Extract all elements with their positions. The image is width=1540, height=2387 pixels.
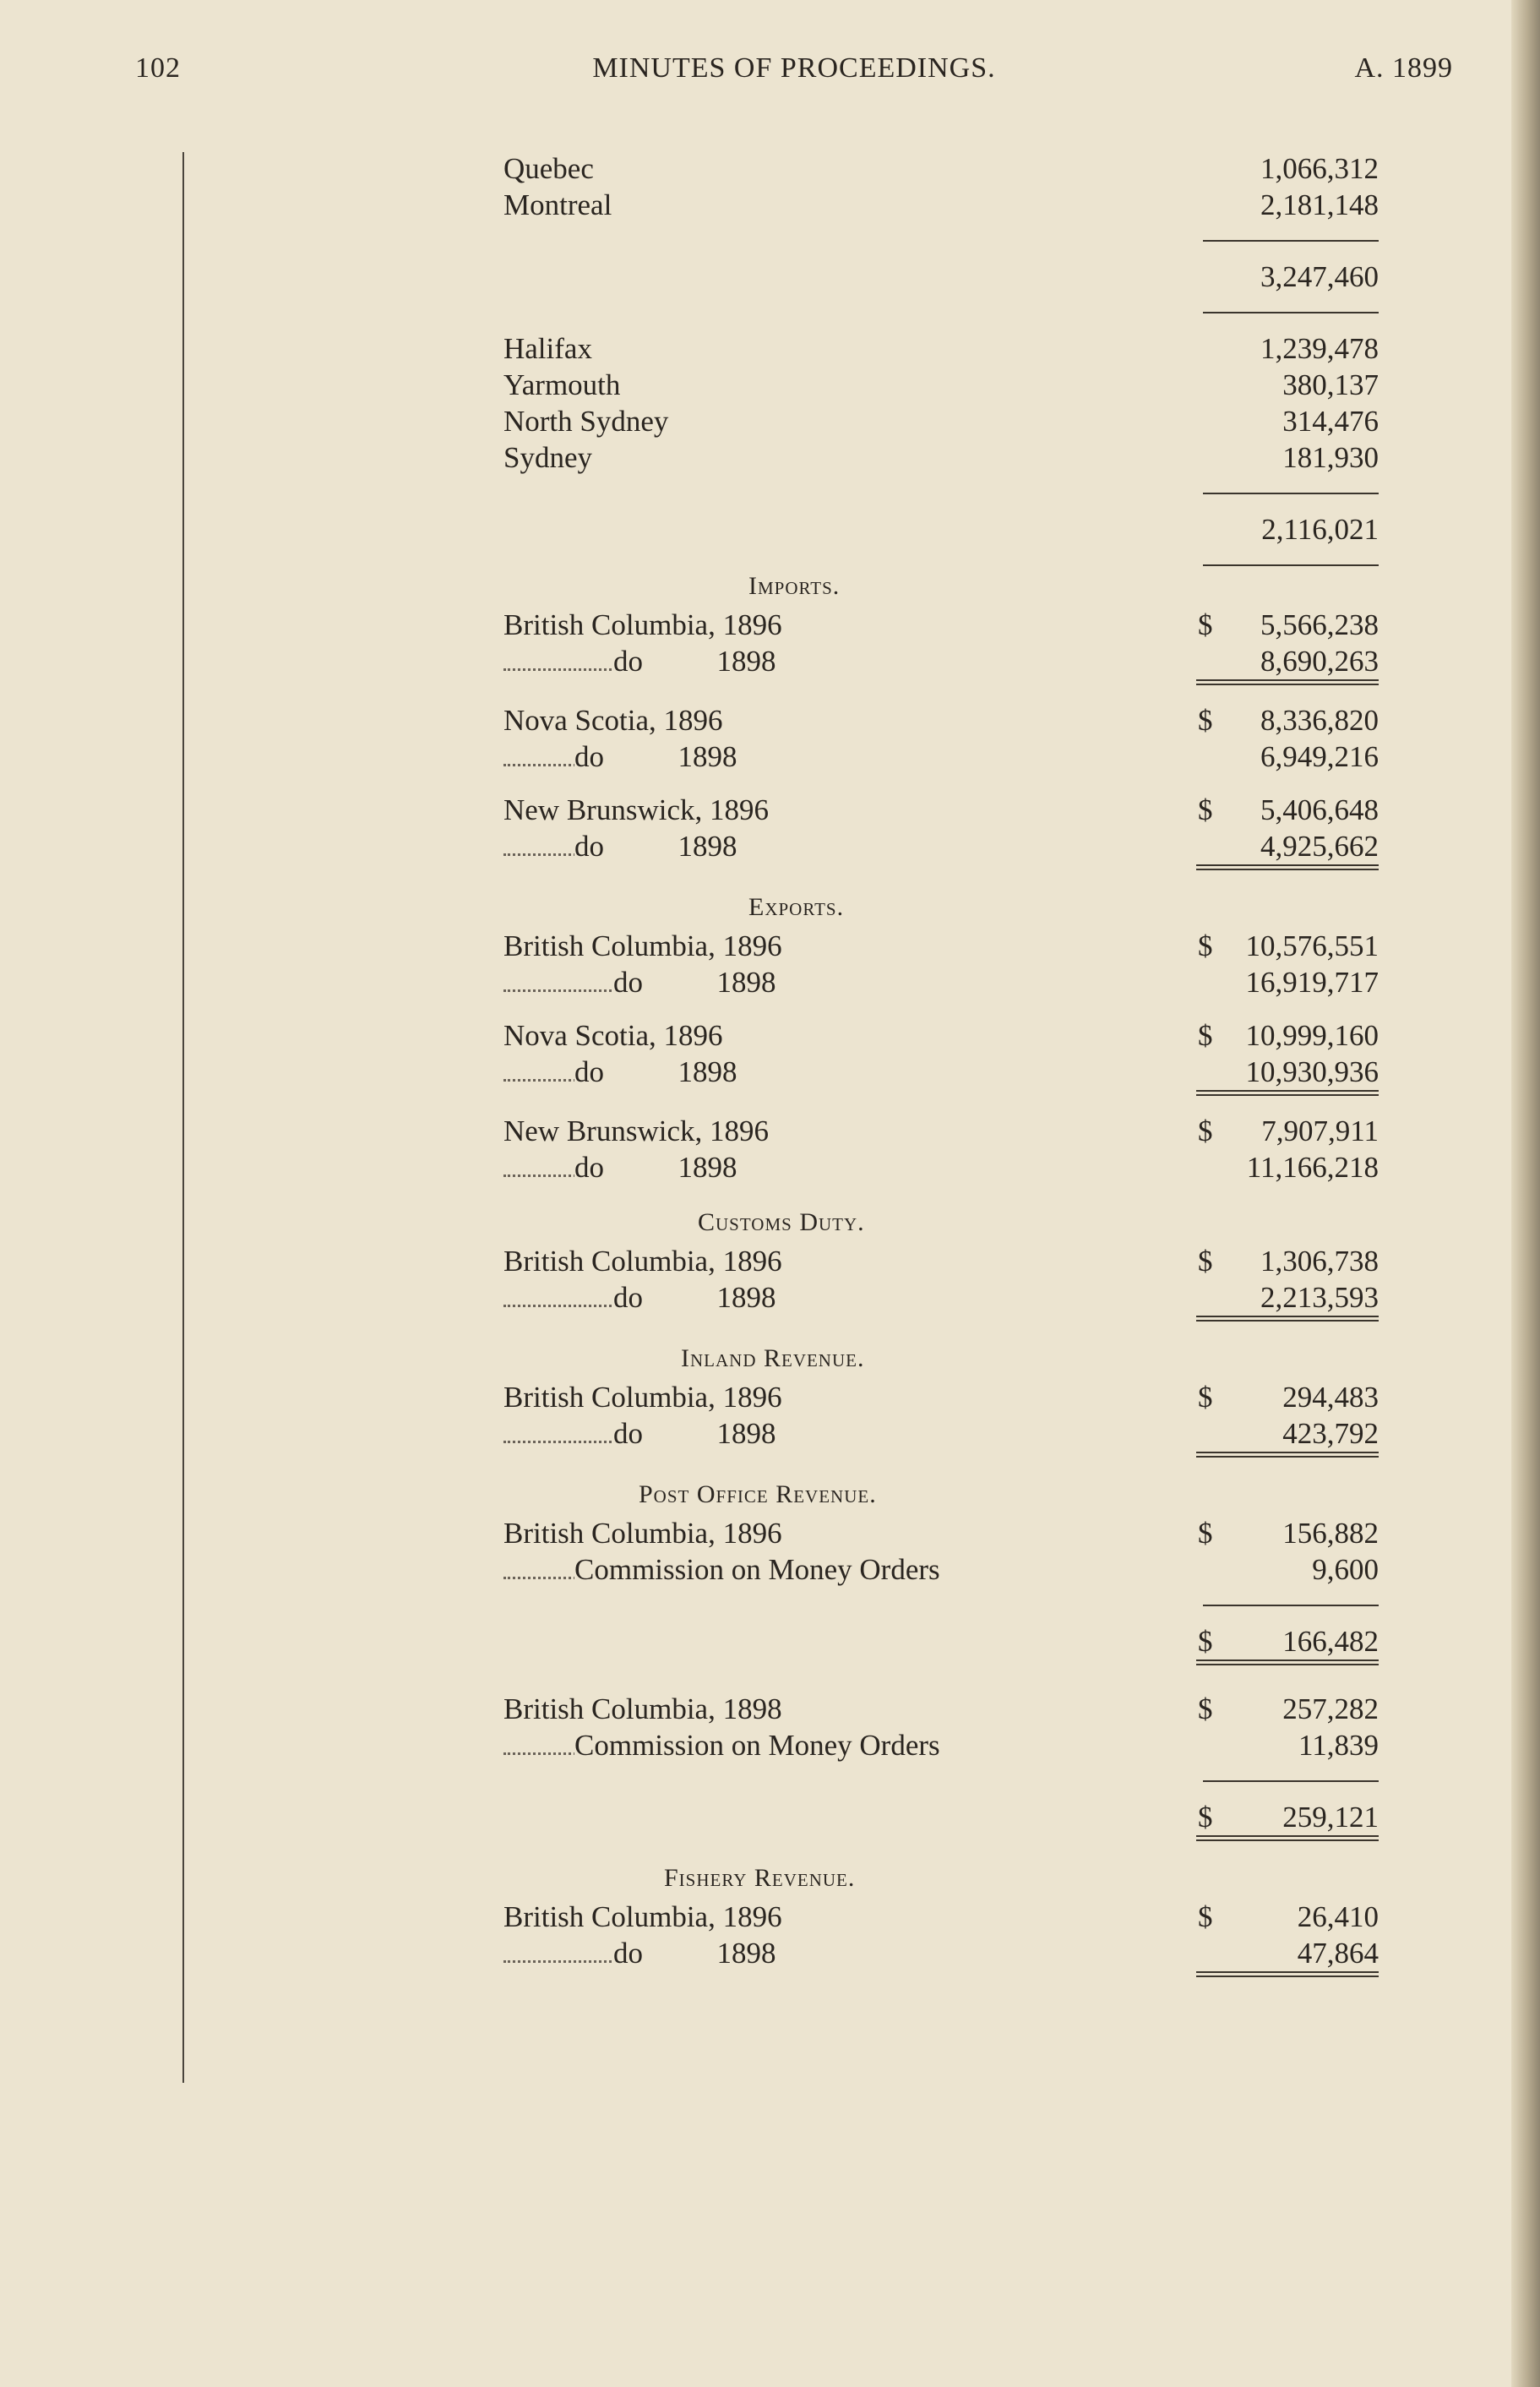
table-row (503, 187, 1379, 223)
row-value: 6,949,216 (1257, 738, 1379, 775)
table-row (503, 1727, 1379, 1763)
row-label: Sydney (503, 441, 596, 474)
table-row (503, 702, 1379, 738)
currency-sign: $ (1198, 704, 1213, 737)
total-double-rule (1196, 1452, 1379, 1458)
page-edge-shadow (1511, 0, 1540, 2387)
currency-sign: $ (1198, 1900, 1213, 1933)
row-label: do 1898 (613, 645, 780, 678)
row-label: do 1898 (574, 740, 741, 773)
subtotal-value: 3,247,460 (1257, 259, 1379, 295)
customs-heading: Customs Duty. (698, 1208, 865, 1236)
row-label: Commission on Money Orders (574, 1553, 944, 1586)
row-value: 2,181,148 (1257, 187, 1379, 223)
table-row (503, 792, 1379, 828)
page-title: MINUTES OF PROCEEDINGS. (592, 52, 996, 84)
row-label: New Brunswick, 1896 (503, 1114, 772, 1147)
row-label: Yarmouth (503, 368, 623, 401)
row-label: Commission on Money Orders (574, 1729, 944, 1762)
currency-sign: $ (1198, 1114, 1213, 1147)
table-row (503, 828, 1379, 864)
exports-group (503, 928, 1379, 1185)
row-label: British Columbia, 1896 (503, 929, 786, 962)
post-office-revenue-group (503, 1515, 1379, 1841)
currency-sign: $ (1198, 1517, 1213, 1550)
table-row (503, 367, 1379, 403)
row-value: 423,792 (1279, 1415, 1379, 1452)
row-value: 8,336,820 (1257, 702, 1379, 738)
row-value: 294,483 (1279, 1379, 1379, 1415)
exports-heading: Exports. (748, 893, 845, 921)
subtotal-value: 166,482 (1279, 1623, 1379, 1659)
row-label: British Columbia, 1896 (503, 608, 786, 641)
table-row (503, 738, 1379, 775)
customs-group (503, 1243, 1379, 1322)
row-value: 156,882 (1279, 1515, 1379, 1551)
row-label: North Sydney (503, 405, 672, 438)
row-label: British Columbia, 1896 (503, 1245, 786, 1278)
page-header (135, 52, 1453, 103)
subtotal-row (503, 259, 1379, 295)
row-value: 380,137 (1279, 367, 1379, 403)
subtotal-row (503, 1799, 1379, 1835)
row-value: 11,166,218 (1243, 1149, 1379, 1185)
row-value: 47,864 (1294, 1935, 1379, 1971)
total-double-rule (1196, 1835, 1379, 1841)
margin-rule (182, 152, 184, 2083)
currency-sign: $ (1198, 929, 1213, 962)
row-label: New Brunswick, 1896 (503, 793, 772, 826)
table-row (503, 1515, 1379, 1551)
row-value: 5,406,648 (1257, 792, 1379, 828)
total-double-rule (1196, 1316, 1379, 1322)
table-row (503, 1243, 1379, 1279)
subtotal-row (503, 511, 1379, 548)
table-row (503, 607, 1379, 643)
subtotal-row (503, 1623, 1379, 1659)
row-value: 10,999,160 (1243, 1017, 1379, 1054)
table-row (503, 643, 1379, 679)
statistics-table (503, 150, 1379, 1977)
row-value: 16,919,717 (1243, 964, 1379, 1000)
table-row (503, 1279, 1379, 1316)
row-value: 181,930 (1279, 439, 1379, 476)
row-value: 257,282 (1279, 1691, 1379, 1727)
subtotal-value: 259,121 (1279, 1799, 1379, 1835)
row-label: do 1898 (613, 1417, 780, 1450)
currency-sign: $ (1198, 1801, 1213, 1834)
row-label: British Columbia, 1896 (503, 1900, 786, 1933)
fishery-revenue-heading: Fishery Revenue. (664, 1864, 856, 1892)
row-label: do 1898 (613, 966, 780, 999)
row-value: 314,476 (1279, 403, 1379, 439)
page-number: 102 (135, 52, 181, 84)
table-row (503, 1551, 1379, 1588)
table-row (503, 1415, 1379, 1452)
total-double-rule (1196, 1971, 1379, 1977)
row-value: 10,930,936 (1243, 1054, 1379, 1090)
row-label: British Columbia, 1896 (503, 1517, 786, 1550)
inland-revenue-heading: Inland Revenue. (681, 1344, 865, 1372)
row-label: do 1898 (613, 1937, 780, 1970)
table-row (503, 964, 1379, 1000)
table-row (503, 1113, 1379, 1149)
row-label: British Columbia, 1896 (503, 1381, 786, 1414)
post-office-revenue-heading: Post Office Revenue. (639, 1480, 877, 1508)
row-value: 4,925,662 (1257, 828, 1379, 864)
total-double-rule (1196, 1659, 1379, 1665)
fishery-revenue-group (503, 1899, 1379, 1977)
row-label: British Columbia, 1898 (503, 1692, 786, 1725)
table-row (503, 1899, 1379, 1935)
currency-sign: $ (1198, 1625, 1213, 1658)
table-row (503, 928, 1379, 964)
nova-scotia-ports-group (503, 330, 1379, 566)
row-label: Nova Scotia, 1896 (503, 1019, 726, 1052)
table-row (503, 403, 1379, 439)
currency-sign: $ (1198, 1245, 1213, 1278)
total-double-rule (1196, 864, 1379, 870)
row-value: 1,066,312 (1257, 150, 1379, 187)
row-label: Nova Scotia, 1896 (503, 704, 726, 737)
total-double-rule (1196, 1090, 1379, 1096)
row-label: Quebec (503, 152, 597, 185)
inland-revenue-group (503, 1379, 1379, 1458)
table-row (503, 1379, 1379, 1415)
row-value: 9,600 (1309, 1551, 1379, 1588)
imports-group (503, 607, 1379, 870)
row-value: 10,576,551 (1243, 928, 1379, 964)
row-label: Montreal (503, 188, 615, 221)
table-row (503, 439, 1379, 476)
row-value: 5,566,238 (1257, 607, 1379, 643)
row-value: 8,690,263 (1257, 643, 1379, 679)
table-row (503, 150, 1379, 187)
currency-sign: $ (1198, 1381, 1213, 1414)
row-value: 7,907,911 (1258, 1113, 1379, 1149)
session-year: A. 1899 (1354, 52, 1453, 84)
row-value: 11,839 (1295, 1727, 1379, 1763)
currency-sign: $ (1198, 1692, 1213, 1725)
row-label: Halifax (503, 332, 596, 365)
currency-sign: $ (1198, 1019, 1213, 1052)
table-row (503, 1691, 1379, 1727)
row-label: do 1898 (574, 1151, 741, 1184)
currency-sign: $ (1198, 608, 1213, 641)
quebec-ports-group (503, 150, 1379, 330)
table-row (503, 1054, 1379, 1090)
row-value: 1,239,478 (1257, 330, 1379, 367)
row-label: do 1898 (613, 1281, 780, 1314)
row-value: 1,306,738 (1257, 1243, 1379, 1279)
subtotal-value: 2,116,021 (1258, 511, 1379, 548)
row-label: do 1898 (574, 1055, 741, 1088)
currency-sign: $ (1198, 793, 1213, 826)
table-row (503, 330, 1379, 367)
table-row (503, 1017, 1379, 1054)
imports-heading: Imports. (748, 572, 841, 600)
row-label: do 1898 (574, 830, 741, 863)
row-value: 26,410 (1294, 1899, 1379, 1935)
total-double-rule (1196, 679, 1379, 685)
table-row (503, 1935, 1379, 1971)
row-value: 2,213,593 (1257, 1279, 1379, 1316)
table-row (503, 1149, 1379, 1185)
